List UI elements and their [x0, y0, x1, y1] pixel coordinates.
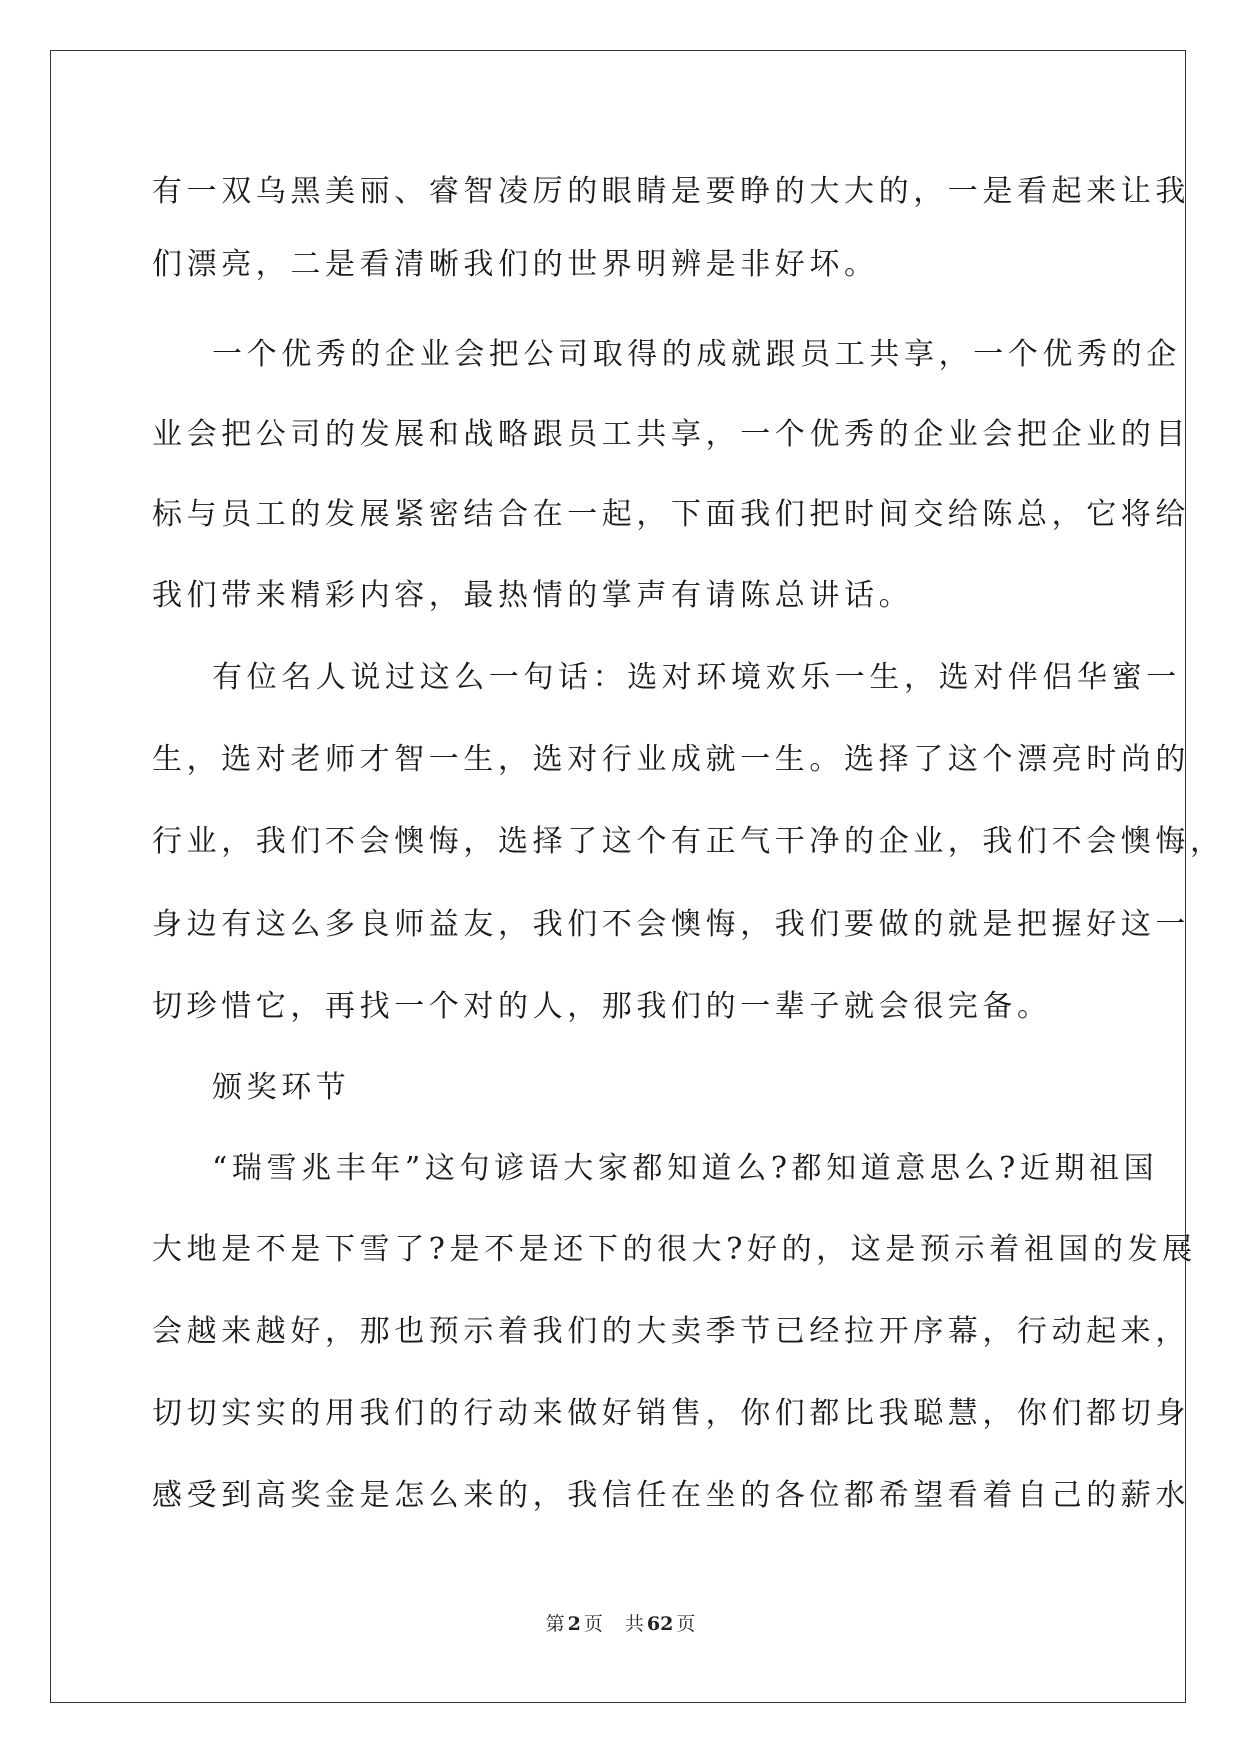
text-line-10: 身边有这么多良师益友，我们不会懊悔，我们要做的就是把握好这一 [152, 907, 1190, 942]
page-number: 2 [567, 1613, 581, 1635]
text-line-6: 我们带来精彩内容，最热情的掌声有请陈总讲话。 [152, 578, 914, 613]
text-line-9: 行业，我们不会懊悔，选择了这个有正气干净的企业，我们不会懊悔， [152, 824, 1225, 859]
total-suffix: 页 [676, 1613, 696, 1635]
text-line-16: 切切实实的用我们的行动来做好销售，你们都比我聪慧，你们都切身 [152, 1396, 1190, 1431]
text-line-1: 有一双乌黑美丽、睿智凌厉的眼睛是要睁的大大的，一是看起来让我 [152, 174, 1190, 209]
text-line-3: 一个优秀的企业会把公司取得的成就跟员工共享，一个优秀的企 [212, 337, 1181, 372]
text-line-13: “瑞雪兆丰年”这句谚语大家都知道么?都知道意思么?近期祖国 [212, 1151, 1159, 1186]
text-line-11: 切珍惜它，再找一个对的人，那我们的一辈子就会很完备。 [152, 989, 1052, 1024]
total-prefix: 共 [624, 1613, 644, 1635]
text-line-8: 生，选对老师才智一生，选对行业成就一生。选择了这个漂亮时尚的 [152, 742, 1190, 777]
total-pages: 62 [646, 1613, 674, 1635]
text-line-14: 大地是不是下雪了?是不是还下的很大?好的，这是预示着祖国的发展 [152, 1232, 1197, 1267]
page-suffix: 页 [583, 1613, 603, 1635]
page-border [50, 50, 1186, 1703]
text-line-15: 会越来越好，那也预示着我们的大卖季节已经拉开序幕，行动起来， [152, 1314, 1190, 1349]
text-line-7: 有位名人说过这么一句话：选对环境欢乐一生，选对伴侣华蜜一 [212, 660, 1181, 695]
page-prefix: 第 [545, 1613, 565, 1635]
text-line-4: 业会把公司的发展和战略跟员工共享，一个优秀的企业会把企业的目 [152, 417, 1190, 452]
page-footer [0, 1612, 1241, 1636]
section-heading: 颁奖环节 [212, 1070, 351, 1105]
text-line-5: 标与员工的发展紧密结合在一起，下面我们把时间交给陈总，它将给 [152, 497, 1190, 532]
text-line-2: 们漂亮，二是看清晰我们的世界明辨是非好坏。 [152, 247, 879, 282]
text-line-17: 感受到高奖金是怎么来的，我信任在坐的各位都希望看着自己的薪水 [152, 1478, 1190, 1513]
